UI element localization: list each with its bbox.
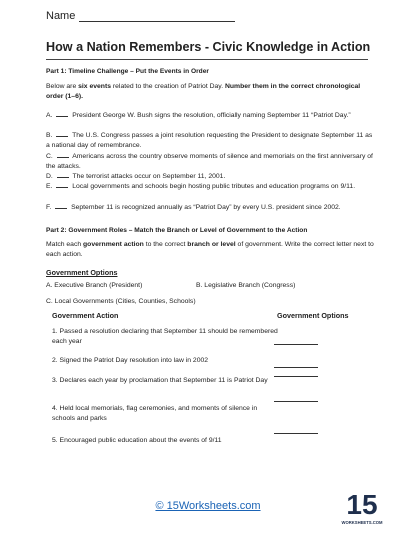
answer-blank[interactable] [56, 109, 68, 117]
name-field [46, 10, 235, 22]
action-row-3: 3. Declares each year by proclamation that September 11 is Patriot Day [52, 377, 268, 384]
action-row-4: 4. Held local memorials, flag ceremonies, and moments of silence in schools and parks [52, 405, 258, 422]
answer-blank[interactable] [57, 150, 69, 158]
timeline-item: A. President George W. Bush signs the resolution, officially naming September 11 “Patriot Day.” [46, 109, 376, 121]
copyright-link[interactable]: © 15Worksheets.com [155, 500, 261, 512]
worksheet-title: How a Nation Remembers - Civic Knowledge in Action [46, 40, 371, 54]
answer-line-2[interactable] [274, 367, 318, 368]
timeline-item: B. The U.S. Congress passes a joint resolution requesting the President to designate September 11 as a national day of remembrance. [46, 129, 376, 151]
logo-number: 15 [346, 489, 378, 520]
part2-intro: Match each government action to the correct branch or level of government. Write the correct letter next to each action. [46, 241, 374, 258]
answer-line-4[interactable] [274, 401, 318, 402]
action-row-2: 2. Signed the Patriot Day resolution into law in 2002 [52, 357, 209, 364]
column-header-options: Government Options [277, 311, 349, 320]
timeline-item: D. The terrorist attacks occur on September 11, 2001. [46, 170, 376, 182]
answer-line-5[interactable] [274, 433, 318, 434]
timeline-item: C. Americans across the country observe moments of silence and memorials on the first anniversary of the attacks. [46, 150, 376, 172]
action-row-1: 1. Passed a resolution declaring that September 11 should be remembered each year [52, 328, 278, 345]
answer-blank[interactable] [56, 129, 68, 137]
answer-line-1[interactable] [274, 344, 318, 345]
part1-heading: Part 1: Timeline Challenge – Put the Events in Order [46, 68, 209, 75]
part1-intro: Below are six events related to the creation of Patriot Day. Number them in the correct chronological order (1–6). [46, 83, 361, 100]
option-legislative: B. Legislative Branch (Congress) [196, 282, 296, 289]
option-executive: A. Executive Branch (President) [46, 282, 143, 289]
timeline-item: F. September 11 is recognized annually as “Patriot Day” by every U.S. president since 2002. [46, 201, 376, 213]
column-header-action: Government Action [52, 311, 119, 320]
name-label: Name [46, 10, 76, 22]
answer-blank[interactable] [57, 170, 69, 178]
part2-heading: Part 2: Government Roles – Match the Branch or Level of Government to the Action [46, 227, 308, 234]
title-divider [46, 59, 368, 60]
answer-line-3[interactable] [274, 376, 318, 377]
worksheets-logo-icon [341, 484, 383, 528]
logo-text: WORKSHEETS.COM [341, 520, 383, 525]
answer-blank[interactable] [55, 201, 67, 209]
timeline-item: E. Local governments and schools begin hosting public tributes and education programs on 9/11. [46, 180, 376, 192]
answer-blank[interactable] [56, 180, 68, 188]
option-local: C. Local Governments (Cities, Counties, Schools) [46, 298, 196, 305]
options-heading: Government Options [46, 268, 118, 277]
action-row-5: 5. Encouraged public education about the events of 9/11 [52, 437, 222, 444]
name-line [79, 10, 235, 22]
